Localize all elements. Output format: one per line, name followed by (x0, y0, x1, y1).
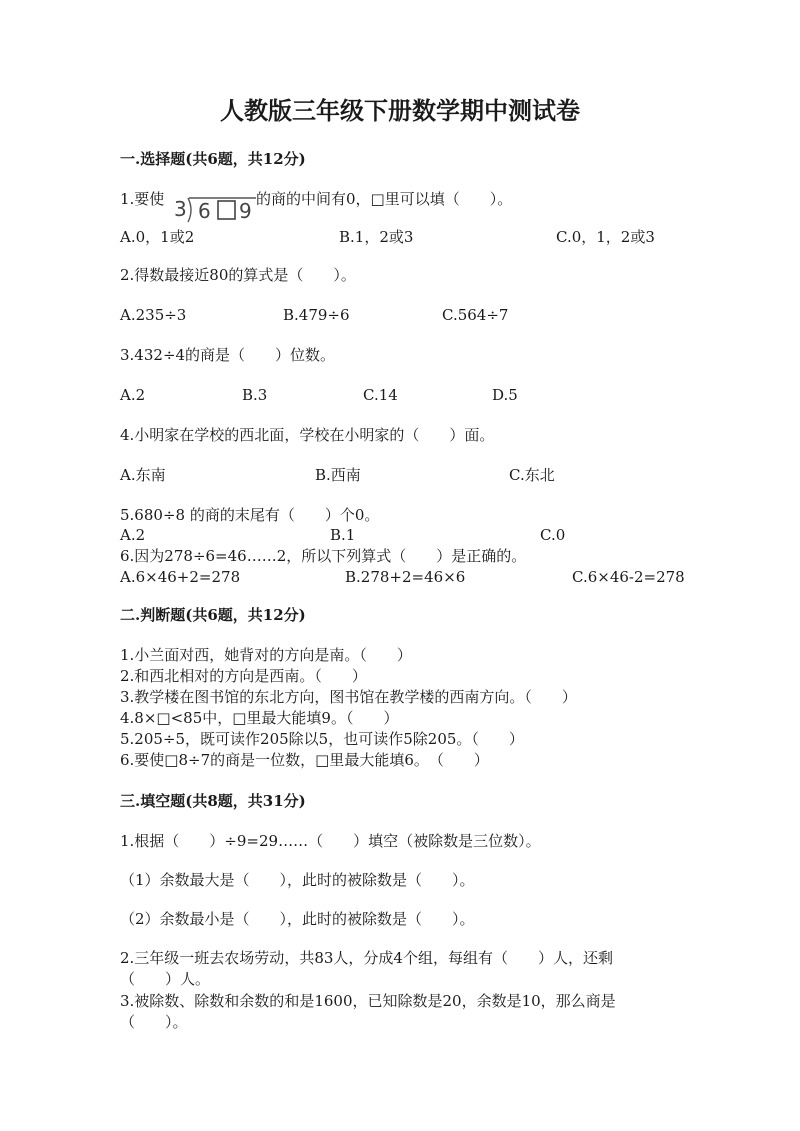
choice-q5-option-a: A.2 (120, 526, 146, 544)
choice-q2-option-a: A.235÷3 (120, 306, 187, 324)
section-heading-judge: 二.判断题(共6题，共12分) (120, 606, 306, 624)
judge-item-5: 5.205÷5，既可读作205除以5，也可读作5除205。（ ） (120, 730, 524, 748)
choice-q1-after: 的商的中间有0，□里可以填（ ）。 (256, 190, 513, 208)
choice-q1-option-b: B.1，2或3 (339, 228, 414, 246)
choice-q3: 3.432÷4的商是（ ）位数。 (120, 346, 336, 364)
choice-q6-option-b: B.278+2=46×6 (345, 568, 466, 586)
judge-item-3: 3.教学楼在图书馆的东北方向，图书馆在教学楼的西南方向。（ ） (120, 688, 577, 706)
choice-q4-option-b: B.西南 (315, 466, 361, 484)
choice-q6-option-a: A.6×46+2=278 (120, 568, 241, 586)
divisor-digit: 3 (174, 197, 187, 221)
choice-q1-option-a: A.0，1或2 (120, 228, 195, 246)
choice-q3-option-c: C.14 (363, 386, 398, 404)
section-heading-fill: 三.填空题(共8题，共31分) (120, 792, 306, 810)
fill-q1: 1.根据（ ）÷9=29……（ ）填空（被除数是三位数）。 (120, 832, 541, 850)
dividend-digit-a: 6 (198, 199, 211, 223)
long-division-figure (172, 190, 256, 224)
fill-q2-line2: （ ）人。 (120, 970, 211, 988)
page-title: 人教版三年级下册数学期中测试卷 (220, 96, 580, 125)
choice-q6: 6.因为278÷6=46……2，所以下列算式（ ）是正确的。 (120, 547, 527, 565)
choice-q3-option-b: B.3 (242, 386, 268, 404)
fill-q3-line1: 3.被除数、除数和余数的和是1600，已知除数是20，余数是10，那么商是 (120, 992, 616, 1010)
dividend-digit-b: 9 (239, 199, 252, 223)
choice-q4: 4.小明家在学校的西北面，学校在小明家的（ ）面。 (120, 426, 495, 444)
fill-q1-part2: （2）余数最小是（ ），此时的被除数是（ ）。 (120, 910, 475, 928)
choice-q4-option-a: A.东南 (120, 466, 166, 484)
fill-q3-line2: （ ）。 (120, 1013, 188, 1031)
judge-item-6: 6.要使□8÷7的商是一位数，□里最大能填6。 （ ） (120, 751, 489, 769)
choice-q4-option-c: C.东北 (509, 466, 555, 484)
choice-q2-option-b: B.479÷6 (283, 306, 350, 324)
choice-q5: 5.680÷8 的商的末尾有（ ）个0。 (120, 506, 380, 524)
choice-q2-option-c: C.564÷7 (442, 306, 509, 324)
choice-q1-before: 1.要使 (120, 190, 165, 208)
judge-item-1: 1.小兰面对西，她背对的方向是南。（ ） (120, 646, 412, 664)
section-heading-choice: 一.选择题(共6题，共12分) (120, 150, 306, 168)
choice-q5-option-b: B.1 (330, 526, 356, 544)
fill-q1-part1: （1）余数最大是（ ），此时的被除数是（ ）。 (120, 871, 475, 889)
choice-q1-option-c: C.0，1，2或3 (556, 228, 655, 246)
choice-q3-option-d: D.5 (492, 386, 518, 404)
judge-item-2: 2.和西北相对的方向是西南。（ ） (120, 667, 367, 685)
choice-q3-option-a: A.2 (120, 386, 146, 404)
choice-q6-option-c: C.6×46-2=278 (572, 568, 685, 586)
choice-q2: 2.得数最接近80的算式是（ ）。 (120, 266, 356, 284)
fill-q2-line1: 2.三年级一班去农场劳动，共83人，分成4个组，每组有（ ）人，还剩 (120, 949, 613, 967)
choice-q5-option-c: C.0 (540, 526, 566, 544)
judge-item-4: 4.8×□<85中，□里最大能填9。（ ） (120, 709, 399, 727)
blank-box (218, 201, 235, 219)
